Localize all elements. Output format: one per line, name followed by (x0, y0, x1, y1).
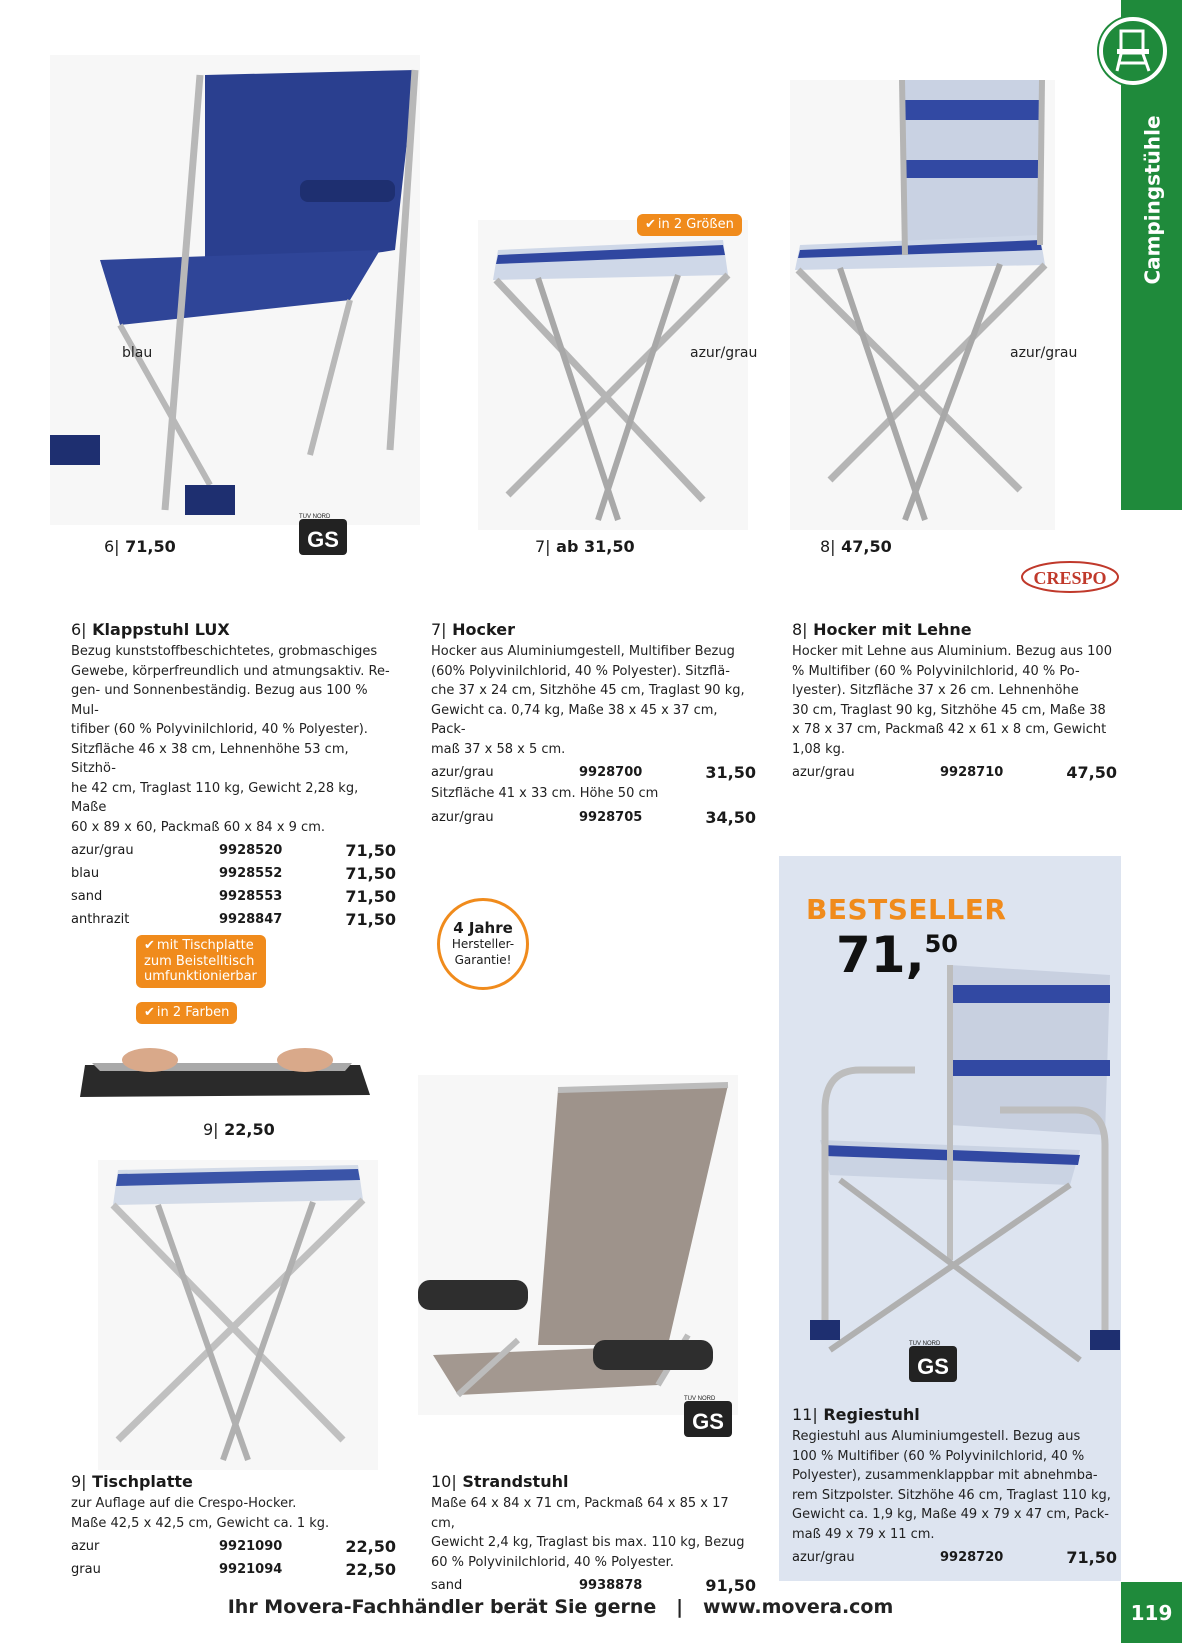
table-row: azur/grau 9928720 71,50 (792, 1548, 1117, 1567)
product-description-11: Regiestuhl aus Aluminiumgestell. Bezug aus 100 % Multifiber (60 % Polyvinilchlorid, 40 % Polyester), zusammenklappbar mit abnehmba- rem Sitzpolster. Sitzhöhe 46 cm, Traglast 110 kg, Gewicht ca. 1,9 kg, Maße 49 x 79 x 47 cm, Pack- maß 49 x 79 x 11 cm. (792, 1429, 1111, 1542)
gs-certification-icon (680, 1395, 736, 1439)
footer-text: Ihr Movera-Fachhändler berät Sie gerne (227, 1596, 657, 1618)
footer-separator: | (676, 1596, 684, 1618)
product-block-11: 11| Regiestuhl Regiestuhl aus Aluminiumgestell. Bezug aus 100 % Multifiber (60 % Polyvinilchlorid, 40 % Polyester), zusammenklappbar mit abnehmba- rem Sitzpolster. Sitzhöhe 46 cm, Traglast 110 kg, Gewicht ca. 1,9 kg, Maße 49 x 79 x 47 cm, Pack- maß 49 x 79 x 11 cm. azur/grau 9928720 71,50 (792, 1405, 1117, 1567)
table-row: azur/grau 9928705 34,50 (431, 807, 756, 827)
price-tag-8: 8| 47,50 (820, 537, 892, 556)
section-tab-label: Campingstühle (1141, 115, 1166, 285)
gs-certification-icon (295, 513, 351, 557)
product-description-6: Bezug kunststoffbeschichtetes, grobmaschiges Gewebe, körperfreundlich und atmungsaktiv. Re- gen- und Sonnenbeständig. Bezug aus 100 % Mul- tifiber (60 % Polyvinilchlorid, 40 % Polyester). Sitzfläche 46 x 38 cm, Lehnenhöhe 53 cm, Sitzhö- he 42 cm, Traglast 110 kg, Gewicht 2,28 kg, Maße 60 x 89 x 60, Packmaß 60 x 84 x 9 cm. (71, 644, 390, 835)
bestseller-label: BESTSELLER (806, 893, 1007, 926)
color-label-8: azur/grau (1010, 345, 1078, 361)
product-block-10: 10| Strandstuhl Maße 64 x 84 x 71 cm, Packmaß 64 x 85 x 17 cm, Gewicht 2,4 kg, Traglast bis max. 110 kg, Bezug 60 % Polyvinilchlorid, 40 % Polyester. sand 9938878 91,50 (431, 1472, 756, 1595)
crespo-logo (1020, 560, 1120, 594)
product-description-7: Hocker aus Aluminiumgestell, Multifiber Bezug (60% Polyvinilchlorid, 40 % Polyester). Sitzflä- che 37 x 24 cm, Sitzhöhe 45 cm, Traglast 90 kg, Gewicht ca. 0,74 kg, Maße 38 x 45 x 37 cm, Pack- maß 37 x 58 x 5 cm. (431, 644, 745, 757)
product-image-regiestuhl (800, 960, 1120, 1400)
product-block-9: 9| Tischplatte zur Auflage auf die Crespo-Hocker. Maße 42,5 x 42,5 cm, Gewicht ca. 1 kg. azur 9921090 22,50 grau 9921094 22,50 (71, 1472, 396, 1579)
price-tag-7: 7| ab 31,50 (535, 537, 635, 556)
camping-chair-icon (1099, 17, 1167, 85)
product-image-hocker-mit-lehne (790, 80, 1055, 530)
svg-text:TÜV NORD: TÜV NORD (909, 1341, 941, 1347)
svg-text:TÜV NORD: TÜV NORD (684, 1396, 716, 1402)
warranty-badge: 4 Jahre Hersteller- Garantie! (437, 898, 529, 990)
product-description-9: zur Auflage auf die Crespo-Hocker. Maße 42,5 x 42,5 cm, Gewicht ca. 1 kg. (71, 1496, 330, 1531)
product-description-8: Hocker mit Lehne aus Aluminium. Bezug aus 100 % Multifiber (60 % Polyvinilchlorid, 40 % Po- lyester). Sitzfläche 37 x 26 cm. Lehnenhöhe 30 cm, Traglast 90 kg, Sitzhöhe 45 cm, Maße 38 x 78 x 37 cm, Packmaß 42 x 61 x 8 cm, Gewicht 1,08 kg. (792, 644, 1112, 757)
svg-text:GS: GS (917, 1354, 949, 1379)
feature-badge-9a: ✔ mit Tischplatte zum Beistelltisch umfunktionierbar (136, 935, 266, 988)
footer-url[interactable]: www.movera.com (702, 1596, 894, 1618)
svg-text:TÜV NORD: TÜV NORD (299, 514, 331, 520)
product-block-6: 6| Klappstuhl LUX Bezug kunststoffbeschichtetes, grobmaschiges Gewebe, körperfreundlich und atmungsaktiv. Re- gen- und Sonnenbeständig. Bezug aus 100 % Mul- tifiber (60 % Polyvinilchlorid, 40 % Polyester). Sitzfläche 46 x 38 cm, Lehnenhöhe 53 cm, Sitzhö- he 42 cm, Traglast 110 kg, Gewicht 2,28 kg, Maße 60 x 89 x 60, Packmaß 60 x 84 x 9 cm. azur/grau 9928520 71,50 blau 9928552 71,50 sand 9928553 71,50 anthrazit 9928847 71,50 (71, 620, 396, 929)
table-row: azur/grau 9928710 47,50 (792, 763, 1117, 782)
footer (0, 1596, 1121, 1618)
svg-text:CRESPO: CRESPO (1033, 568, 1107, 588)
product-extra-7: Sitzfläche 41 x 33 cm. Höhe 50 cm (431, 786, 659, 801)
svg-text:GS: GS (307, 527, 339, 552)
product-description-10: Maße 64 x 84 x 71 cm, Packmaß 64 x 85 x 17 cm, Gewicht 2,4 kg, Traglast bis max. 110 kg, Bezug 60 % Polyvinilchlorid, 40 % Polyester. (431, 1496, 745, 1570)
table-row: grau 9921094 22,50 (71, 1560, 396, 1579)
svg-text:GS: GS (692, 1409, 724, 1434)
product-image-strandstuhl (418, 1075, 738, 1415)
table-row: azur 9921090 22,50 (71, 1537, 396, 1556)
feature-badge-7: ✔ in 2 Größen (637, 214, 742, 236)
product-block-7: 7| Hocker Hocker aus Aluminiumgestell, Multifiber Bezug (60% Polyvinilchlorid, 40 % Polyester). Sitzflä- che 37 x 24 cm, Sitzhöhe 45 cm, Traglast 90 kg, Gewicht ca. 0,74 kg, Maße 38 x 45 x 37 cm, Pack- maß 37 x 58 x 5 cm. azur/grau 9928700 31,50 Sitzfläche 41 x 33 cm. Höhe 50 cm azur/grau 9928705 34,50 (431, 620, 756, 827)
color-label-6: blau (122, 345, 153, 361)
product-image-hocker-9 (98, 1160, 378, 1470)
table-row: sand 9928553 71,50 (71, 887, 396, 906)
table-row: azur/grau 9928520 71,50 (71, 841, 396, 860)
table-row: anthrazit 9928847 71,50 (71, 910, 396, 929)
bestseller-price: 71,50 (836, 926, 958, 984)
table-row: blau 9928552 71,50 (71, 864, 396, 883)
product-image-klappstuhl (50, 55, 420, 525)
price-tag-6: 6| 71,50 (104, 537, 176, 556)
table-row: sand 9938878 91,50 (431, 1576, 756, 1595)
page-number: 119 (1121, 1582, 1182, 1643)
feature-badge-9b: ✔ in 2 Farben (136, 1002, 237, 1024)
product-block-8: 8| Hocker mit Lehne Hocker mit Lehne aus Aluminium. Bezug aus 100 % Multifiber (60 % Polyvinilchlorid, 40 % Po- lyester). Sitzfläche 37 x 26 cm. Lehnenhöhe 30 cm, Traglast 90 kg, Sitzhöhe 45 cm, Maße 38 x 78 x 37 cm, Packmaß 42 x 61 x 8 cm, Gewicht 1,08 kg. azur/grau 9928710 47,50 (792, 620, 1117, 782)
product-image-tischplatte (80, 1005, 370, 1110)
gs-certification-icon (905, 1340, 961, 1384)
color-label-7: azur/grau (690, 345, 758, 361)
price-tag-9: 9| 22,50 (203, 1120, 275, 1139)
table-row: azur/grau 9928700 31,50 (431, 763, 756, 782)
product-image-hocker (478, 220, 748, 530)
